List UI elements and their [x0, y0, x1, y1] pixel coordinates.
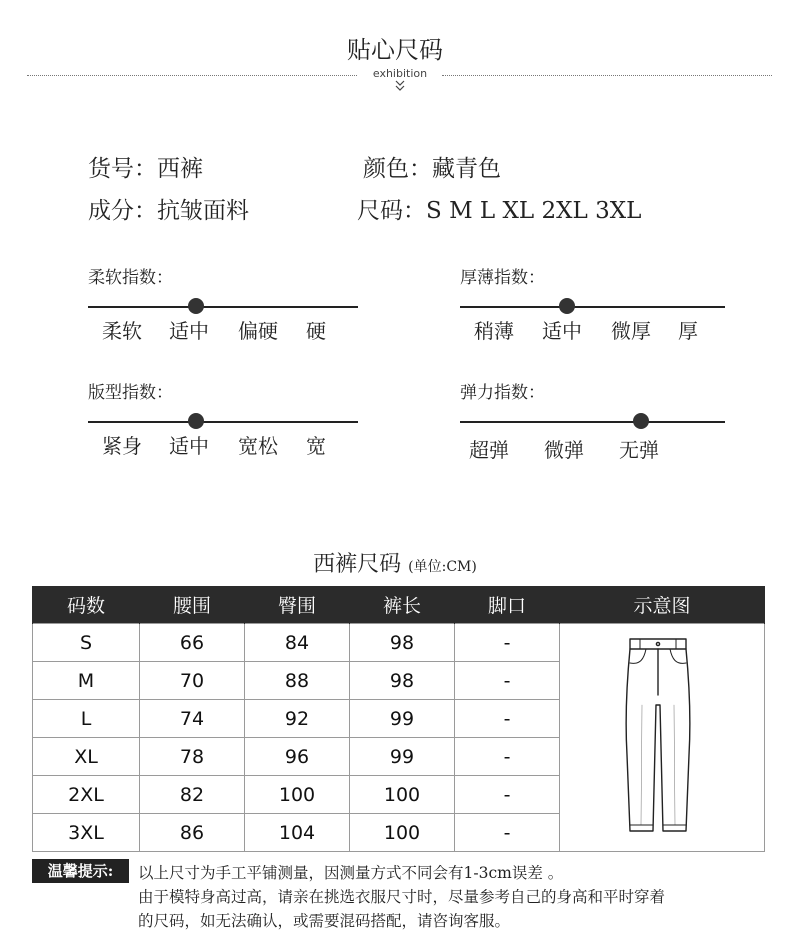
elasticity-option: 无弹: [619, 438, 659, 462]
subtitle: exhibition: [372, 67, 428, 80]
cell-leg-opening: -: [455, 814, 560, 852]
material-value: 抗皱面料: [157, 198, 249, 224]
size-table: [32, 586, 765, 852]
cell-length: 98: [350, 662, 455, 700]
cell-length: 100: [350, 814, 455, 852]
trousers-icon: [622, 635, 702, 835]
header-leg-opening: 脚口: [455, 586, 560, 624]
header-length: 裤长: [350, 586, 455, 624]
diagram-cell: [560, 624, 765, 852]
cell-leg-opening: -: [455, 624, 560, 662]
elasticity-scale-line: [460, 421, 725, 423]
table-title: [0, 547, 790, 578]
table-unit: (单位:CM): [408, 559, 477, 575]
double-chevron-down-icon: [380, 80, 420, 92]
cell-waist: 74: [140, 700, 245, 738]
item-number-label: 货号：: [88, 156, 157, 182]
cell-hip: 84: [245, 624, 350, 662]
softness-marker: [188, 298, 204, 314]
fit-marker: [188, 413, 204, 429]
thickness-option: 稍薄: [474, 319, 514, 343]
cell-waist: 70: [140, 662, 245, 700]
notice-line: 的尺码，如无法确认，或需要混码搭配，请咨询客服。: [138, 912, 511, 930]
thickness-option: 微厚: [611, 319, 651, 343]
fit-option: 适中: [169, 434, 209, 458]
softness-option: 硬: [306, 319, 326, 343]
divider-right: [442, 75, 772, 76]
softness-option: 柔软: [102, 319, 142, 343]
cell-hip: 96: [245, 738, 350, 776]
notice-line: 由于模特身高过高，请亲在挑选衣服尺寸时，尽量参考自己的身高和平时穿着: [138, 888, 666, 906]
table-title-text: 西裤尺码: [313, 552, 402, 577]
header-waist: 腰围: [140, 586, 245, 624]
table-header-row: [33, 586, 765, 624]
elasticity-label: 弹力指数：: [460, 383, 545, 403]
color-info: [363, 150, 501, 183]
fit-label: 版型指数：: [88, 383, 173, 403]
fit-scale-line: [88, 421, 358, 423]
thickness-option: 厚: [678, 319, 698, 343]
softness-label: 柔软指数：: [88, 268, 173, 288]
material-label: 成分：: [88, 198, 157, 224]
cell-size: 3XL: [33, 814, 140, 852]
cell-length: 99: [350, 738, 455, 776]
cell-hip: 104: [245, 814, 350, 852]
softness-option: 适中: [169, 319, 209, 343]
notice-badge: 温馨提示:: [32, 859, 129, 883]
thickness-option: 适中: [542, 319, 582, 343]
table-row: [33, 624, 765, 662]
softness-scale-line: [88, 306, 358, 308]
size-value: S M L XL 2XL 3XL: [426, 198, 642, 224]
softness-option: 偏硬: [238, 319, 278, 343]
color-label: 颜色：: [363, 156, 432, 182]
thickness-scale-line: [460, 306, 725, 308]
elasticity-marker: [633, 413, 649, 429]
cell-waist: 82: [140, 776, 245, 814]
notice-line: 以上尺寸为手工平铺测量，因测量方式不同会有1-3cm误差 。: [138, 864, 564, 882]
header-size: 码数: [33, 586, 140, 624]
color-value: 藏青色: [432, 156, 501, 182]
cell-size: 2XL: [33, 776, 140, 814]
cell-length: 100: [350, 776, 455, 814]
elasticity-option: 微弹: [544, 438, 584, 462]
fit-option: 宽松: [238, 434, 278, 458]
page-title: 贴心尺码: [347, 36, 443, 64]
cell-length: 98: [350, 624, 455, 662]
cell-hip: 88: [245, 662, 350, 700]
thickness-marker: [559, 298, 575, 314]
cell-waist: 86: [140, 814, 245, 852]
cell-size: XL: [33, 738, 140, 776]
cell-waist: 66: [140, 624, 245, 662]
cell-waist: 78: [140, 738, 245, 776]
thickness-label: 厚薄指数：: [460, 268, 545, 288]
cell-size: S: [33, 624, 140, 662]
header-hip: 臀围: [245, 586, 350, 624]
size-info: [357, 192, 641, 225]
elasticity-option: 超弹: [469, 438, 509, 462]
cell-length: 99: [350, 700, 455, 738]
item-number-value: 西裤: [157, 156, 203, 182]
divider-left: [27, 75, 357, 76]
material-info: [88, 192, 249, 225]
header-diagram: 示意图: [560, 586, 765, 624]
cell-leg-opening: -: [455, 700, 560, 738]
cell-leg-opening: -: [455, 738, 560, 776]
cell-hip: 100: [245, 776, 350, 814]
item-number: [88, 150, 203, 183]
size-label: 尺码：: [357, 198, 426, 224]
fit-option: 紧身: [102, 434, 142, 458]
cell-hip: 92: [245, 700, 350, 738]
fit-option: 宽: [306, 434, 326, 458]
cell-leg-opening: -: [455, 662, 560, 700]
cell-leg-opening: -: [455, 776, 560, 814]
cell-size: L: [33, 700, 140, 738]
cell-size: M: [33, 662, 140, 700]
